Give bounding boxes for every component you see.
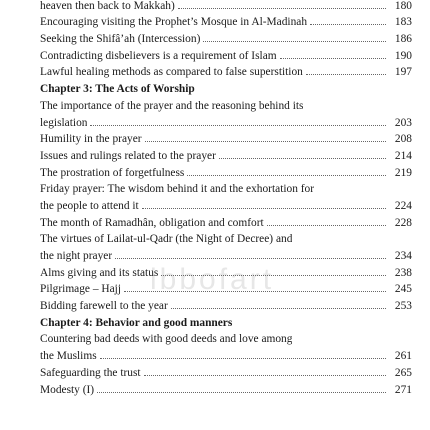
chapter-heading: Chapter 3: The Acts of Worship — [40, 83, 195, 96]
toc-entry-title: Humility in the prayer — [40, 133, 142, 146]
toc-entry — [40, 330, 412, 347]
toc-entry-title: Pilgrimage – Hajj — [40, 283, 121, 296]
leader-dots — [145, 141, 386, 142]
toc-entry-title: Lawful healing methods as compared to false superstition — [40, 66, 303, 79]
toc-page-number: 203 — [394, 116, 412, 129]
toc-page-number: 214 — [394, 149, 412, 162]
toc-entry — [40, 296, 412, 313]
toc-entry — [40, 346, 412, 363]
leader-dots — [142, 208, 386, 209]
leader-dots — [203, 41, 386, 42]
leader-dots — [280, 58, 386, 59]
toc-entry-title: heaven then back to Makkah) — [40, 0, 175, 12]
toc-page-number: 253 — [394, 300, 412, 313]
leader-dots — [306, 74, 386, 75]
toc-page-number: 265 — [394, 366, 412, 379]
toc-entry — [40, 280, 412, 297]
leader-dots — [124, 291, 386, 292]
toc-page-number: 197 — [394, 66, 412, 79]
toc-entry-title: Encouraging visiting the Prophet’s Mosque in Al-Madinah — [40, 16, 308, 29]
toc-entry — [40, 130, 412, 147]
toc-entry — [40, 380, 412, 397]
leader-dots — [178, 8, 386, 9]
toc-page-number: 190 — [394, 49, 412, 62]
leader-dots — [90, 125, 386, 126]
toc-entry — [40, 246, 412, 263]
toc-entry-title: The importance of the prayer and the reasoning behind its — [40, 99, 304, 112]
toc-entry — [40, 113, 412, 130]
leader-dots — [144, 375, 386, 376]
toc-entry — [40, 96, 412, 113]
toc-page-number: 186 — [394, 33, 412, 46]
toc-page-number: 238 — [394, 266, 412, 279]
toc-entry — [40, 13, 412, 30]
toc-entry — [40, 180, 412, 197]
toc-page-number: 219 — [394, 166, 412, 179]
toc-entry-title: the people to attend it — [40, 199, 139, 212]
toc-page-number: 183 — [394, 16, 412, 29]
toc-entry — [40, 196, 412, 213]
toc-entry — [40, 213, 412, 230]
leader-dots — [219, 158, 386, 159]
leader-dots — [187, 175, 386, 176]
leader-dots — [310, 24, 386, 25]
toc-entry-title: The virtues of Lailat-ul-Qadr (the Night of Decree) and — [40, 233, 293, 246]
toc-entry — [40, 146, 412, 163]
toc-entry — [40, 230, 412, 247]
toc-entry-title: legislation — [40, 116, 88, 129]
toc-entry — [40, 0, 412, 13]
toc-entry — [40, 263, 412, 280]
toc-entry-title: Friday prayer: The wisdom behind it and the exhortation for — [40, 183, 315, 196]
watermark: ibbofart — [150, 263, 275, 296]
toc-entry — [40, 46, 412, 63]
toc-entry-title: The month of Ramadhân, obligation and comfort — [40, 216, 264, 229]
toc-entry-title: Seeking the Shifâ’ah (Intercession) — [40, 33, 201, 46]
toc-entry-title: the night prayer — [40, 250, 113, 262]
toc-entry-title: Issues and rulings related to the prayer — [40, 149, 216, 162]
toc-entry-title: the Muslims — [40, 350, 97, 363]
toc-page-number: 224 — [394, 199, 412, 212]
toc-entry — [40, 29, 412, 46]
toc-page-number: 261 — [394, 350, 412, 363]
toc-page-number: 208 — [394, 133, 412, 146]
toc-entry — [40, 63, 412, 80]
toc-entry — [40, 163, 412, 180]
toc-entry-title: Alms giving and its status — [40, 266, 159, 279]
toc-entry-title: Safeguarding the trust — [40, 366, 141, 379]
leader-dots — [115, 258, 386, 259]
chapter-heading: Chapter 4: Behavior and good manners — [40, 316, 233, 329]
toc-page-number: 180 — [394, 0, 412, 12]
leader-dots — [161, 275, 386, 276]
toc-entry-title: Countering bad deeds with good deeds and love among — [40, 333, 293, 346]
toc-entry-title: Modesty (I) — [40, 383, 95, 396]
leader-dots — [100, 358, 386, 359]
toc-entry — [40, 363, 412, 380]
leader-dots — [267, 225, 386, 226]
toc-page-number: 271 — [394, 383, 412, 396]
leader-dots — [171, 308, 386, 309]
toc-entry-title: The prostration of forgetfulness — [40, 166, 185, 179]
leader-dots — [97, 392, 386, 393]
toc-page-number: 228 — [394, 216, 412, 229]
toc-page-number: 245 — [394, 283, 412, 296]
toc-page-number: 234 — [394, 250, 412, 262]
toc-entry-title: Bidding farewell to the year — [40, 300, 168, 313]
toc-entry-title: Contradicting disbelievers is a requirement of Islam — [40, 49, 277, 62]
